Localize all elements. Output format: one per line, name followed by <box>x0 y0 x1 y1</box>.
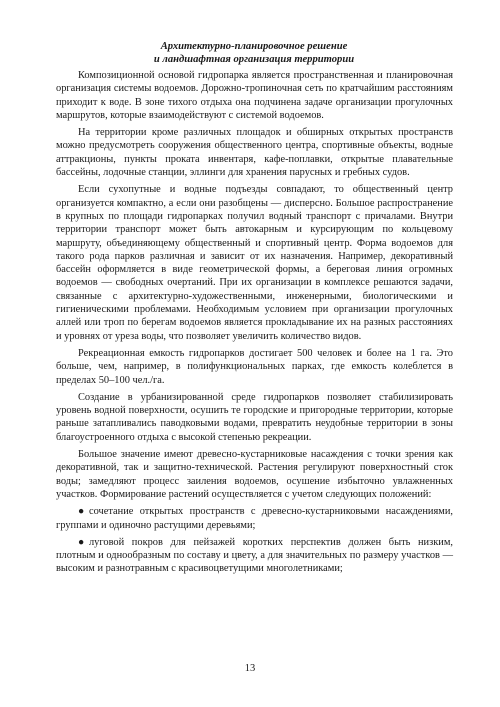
page-number: 13 <box>244 663 256 674</box>
body-text <box>56 69 453 580</box>
paragraph: Создание в урбанизированной среде гидропарков позволяет стабилизировать уровень водной поверхности, осушить те городские и пригородные территории, которые раньше затапливались паводковыми водами, превратить неудобные территории в зоны благоустроенного отдыха с высокой степенью рекреации. <box>56 391 453 443</box>
section-heading-line-1: Архитектурно-планировочное решение <box>160 41 348 52</box>
paragraph: Рекреационная емкость гидропарков достигает 500 человек и более на 1 га. Это больше, чем, например, в полифункциональных парках, где емкость колеблется в пределах 50–100 чел./га. <box>56 347 453 386</box>
section-heading <box>60 40 448 66</box>
bullet-icon: ● <box>78 506 85 518</box>
paragraph: Композиционной основой гидропарка является пространственная и планировочная организация системы водоемов. Дорожно-тропиночная сеть по кратчайшим расстояниям приходит к воде. В зоне тихого отдыха она подчинена задаче организации прогулочных маршрутов, которые взаимодействуют с системой водоемов. <box>56 70 453 121</box>
section-heading-line-2: и ландшафтная организация территории <box>153 54 355 65</box>
bullet-text: луговой покров для пейзажей коротких перспектив должен быть низким, плотным и однообразным по составу и цвету, а для значительных по размеру участков — высоким и разнотравным с красивоцветущими многолетниками; <box>56 536 453 575</box>
paragraph: Если сухопутные и водные подъезды совпадают, то общественный центр организуется компактно, а если они разобщены — дисперсно. Большое распространение в крупных по площади гидропарках получил водный транспорт с причалами. Внутри территории транспорт может быть автокарным и курсирующим по кольцевому маршруту, объединяющему общественный и спортивный центр. Форма водоемов для такого рода парков различная и зависит от их назначения. Например, декоративный бассейн оформляется в виде геометрической формы, а береговая линия огромных водоемов — свободных очертаний. При их организации в комплексе решаются задачи, связанные с архитектурно-художественными, инженерными, биологическими и гигиеническими проблемами. Необходимым условием при организации прогулочных аллей или троп по берегам водоемов является прокладывание их на разных расстояниях и уровнях от уреза воды, что позволяет увеличить количество видов. <box>56 184 453 342</box>
bullet-item <box>56 536 453 576</box>
bullet-item <box>56 505 453 532</box>
bullet-text: сочетание открытых пространств с древесно-кустарниковыми насаждениями, группами и одиночно растущими деревьями; <box>56 506 453 531</box>
paragraph: Большое значение имеют древесно-кустарниковые насаждения с точки зрения как декоративной, так и защитно-технической. Растения регулируют поверхностный сток воды; замедляют процесс заиления водоемов, осушение избыточно увлажненных участков. Формирование растений осуществляется с учетом следующих положений: <box>56 449 453 500</box>
paragraph: На территории кроме различных площадок и обширных открытых пространств можно предусмотреть сооружения общественного центра, спортивные объекты, водные аттракционы, пункты проката инвентаря, кафе-поплавки, открытые плавательные бассейны, лодочные станции, эллинги для хранения парусных и гребных судов. <box>56 127 453 179</box>
bullet-icon: ● <box>78 536 85 548</box>
